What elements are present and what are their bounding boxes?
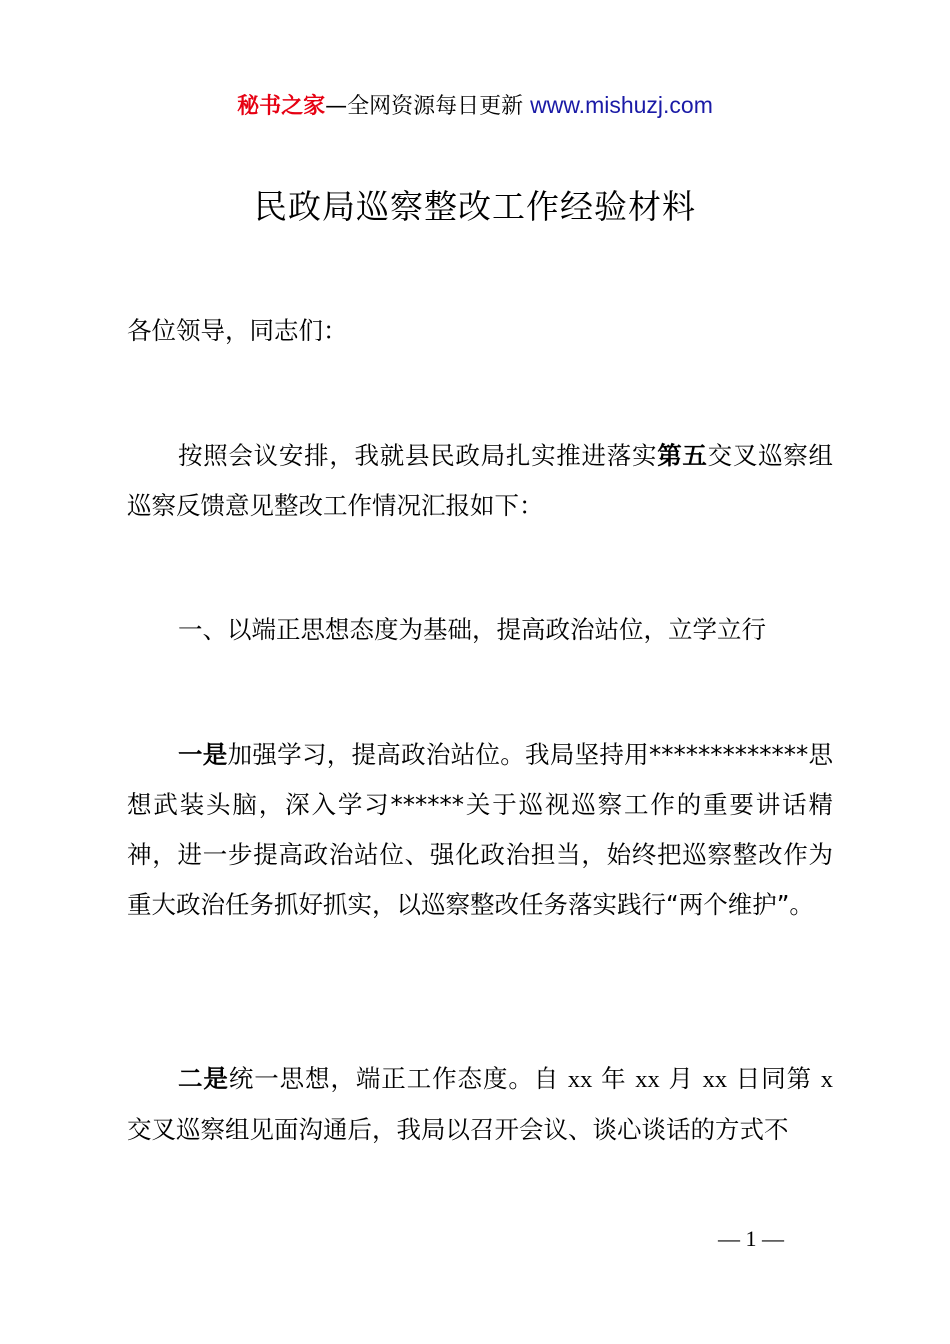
point2-day: 日同第	[735, 1064, 813, 1093]
point2-year: 年	[601, 1064, 627, 1093]
brand-name: 秘书之家	[237, 94, 326, 119]
point2-month: 月	[668, 1064, 694, 1093]
greeting: 各位领导，同志们：	[127, 316, 348, 345]
intro-bold-text: 第五	[657, 441, 708, 470]
point2-xx-1: xx	[567, 1066, 593, 1093]
intro-paragraph	[127, 431, 833, 531]
header-slogan: —全网资源每日更新	[325, 94, 531, 119]
site-header	[0, 88, 950, 124]
intro-text-1: 按照会议安排，我就县民政局扎实推进落实	[178, 441, 658, 470]
point2-paragraph	[127, 1054, 833, 1155]
point1-lead: 一是	[178, 740, 228, 769]
site-url-link[interactable]: www.mishuzj.com	[530, 92, 713, 118]
point1-paragraph	[127, 730, 833, 930]
point2-xx-2: xx	[635, 1066, 660, 1093]
point2-xx-3: xx	[702, 1066, 728, 1093]
document-title: 民政局巡察整改工作经验材料	[254, 187, 696, 226]
point2-x: x	[820, 1066, 833, 1093]
section1-heading: 一、以端正思想态度为基础，提高政治站位，立学立行	[178, 615, 766, 644]
point2-text-1: 统一思想，端正工作态度。自	[228, 1064, 560, 1093]
point1-text: 加强学习，提高政治站位。我局坚持用*************思想武装头脑，深入学习******关于巡视巡察工作的重要讲话精神，进一步提高政治站位、强化政治担当，始终把巡察整改作为重大政治任务抓好抓实，以巡察整改任务落实践行“两个维护”。	[127, 740, 834, 919]
page-number: — 1 —	[718, 1226, 784, 1251]
point2-text-2: 交叉巡察组见面沟通后，我局以召开会议、谈心谈话的方式不	[127, 1115, 789, 1144]
point2-lead: 二是	[178, 1064, 229, 1093]
intro-text-2: 交叉巡察组巡察反馈意见整改工作情况汇报如下：	[127, 441, 834, 520]
